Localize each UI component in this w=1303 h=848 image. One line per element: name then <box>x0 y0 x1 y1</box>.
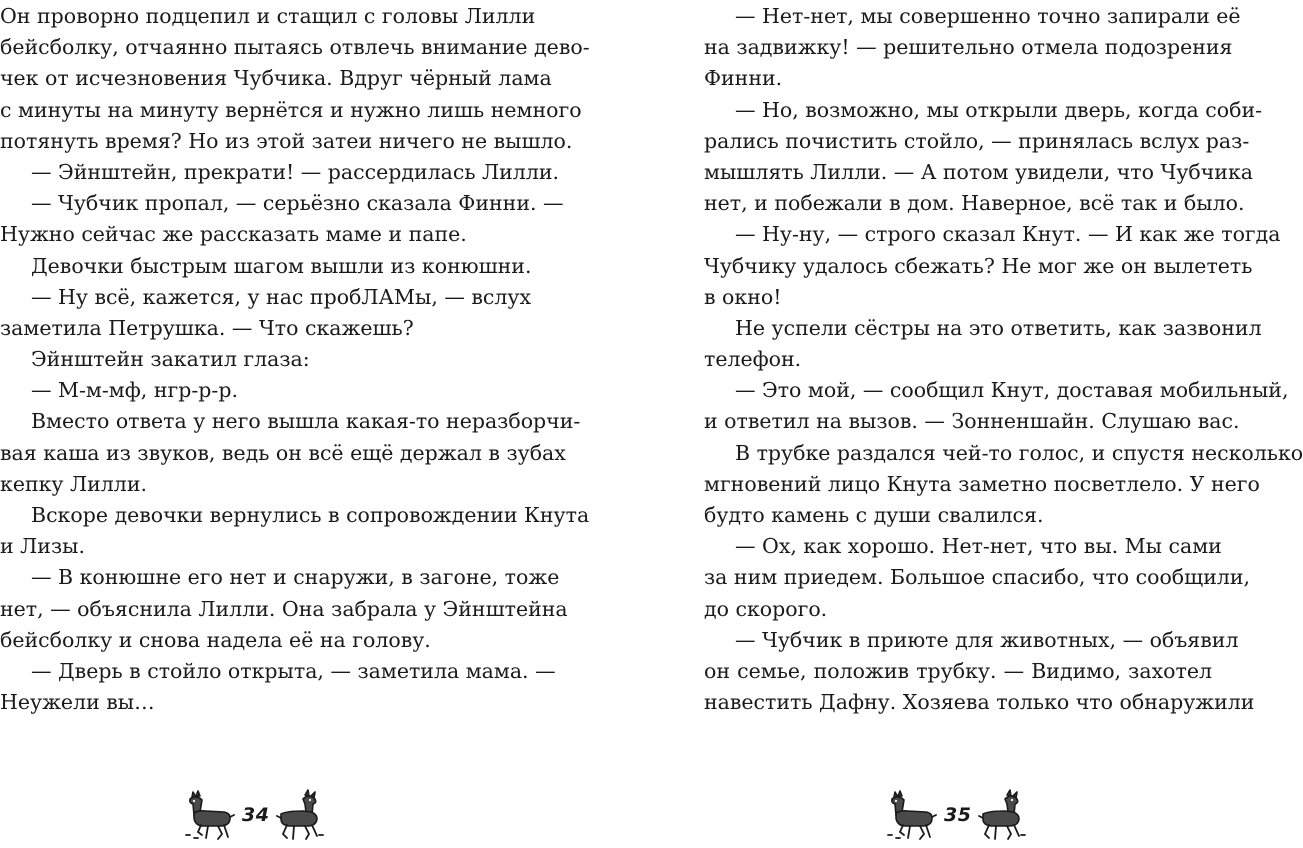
text-line: до скорого. <box>704 596 828 621</box>
text-line: Нужно сейчас же рассказать маме и папе. <box>0 222 467 247</box>
text-line: — Нет-нет, мы совершенно точно запирали её <box>735 4 1241 28</box>
text-line: телефон. <box>704 347 802 372</box>
text-line: рались почистить стойло, — принялась вслух раз- <box>704 128 1250 153</box>
text-line: бейсболку, отчаянно пытаясь отвлечь внимание дево- <box>0 35 590 60</box>
text-line: — Но, возможно, мы открыли дверь, когда соби- <box>735 97 1263 122</box>
text-line: Чубчику удалось сбежать? Не мог же он вылететь <box>704 253 1253 278</box>
left-page <box>0 0 590 848</box>
text-line: Эйнштейн закатил глаза: <box>31 347 310 372</box>
text-line: — Чубчик в приюте для животных, — объявил <box>735 627 1239 652</box>
text-line: — Ох, как хорошо. Нет-нет, что вы. Мы сами <box>735 534 1222 559</box>
text-line: мышлять Лилли. — А потом увидели, что Чубчика <box>704 159 1254 184</box>
text-line: — М-м-мф, нгр-р-р. <box>31 378 238 403</box>
right-page-text <box>704 1 1303 718</box>
text-line: и ответил на вызов. — Зонненшайн. Слушаю вас. <box>704 409 1240 434</box>
text-line: в окно! <box>704 284 782 309</box>
dancing-llama-icon <box>184 788 236 842</box>
text-line: Девочки быстрым шагом вышли из конюшни. <box>31 253 532 278</box>
text-line: чек от исчезновения Чубчика. Вдруг чёрный лама <box>0 66 552 91</box>
page-number: 34 <box>242 804 270 826</box>
text-line: он семье, положив трубку. — Видимо, захотел <box>704 658 1212 683</box>
text-line: за ним приедем. Большое спасибо, что сообщили, <box>704 565 1251 590</box>
text-line: — Эйнштейн, прекрати! — рассердилась Лилли. <box>31 159 560 184</box>
text-line: В трубке раздался чей-то голос, и спустя несколько <box>735 440 1303 465</box>
dancing-llama-icon <box>886 788 938 842</box>
text-line: — Ну-ну, — строго сказал Кнут. — И как же тогда <box>735 222 1281 247</box>
text-line: вая каша из звуков, ведь он всё ещё держал в зубах <box>0 440 566 465</box>
text-line: навестить Дафну. Хозяева только что обнаружили <box>704 690 1255 715</box>
left-page-folio <box>184 786 327 842</box>
text-line: нет, — объяснила Лилли. Она забрала у Эйнштейна <box>0 596 568 621</box>
text-line: — Ну всё, кажется, у нас пробЛАМы, — вслух <box>31 284 532 309</box>
right-page-folio <box>886 786 1029 842</box>
text-line: потянуть время? Но из этой затеи ничего не вышло. <box>0 128 573 153</box>
text-line: кепку Лилли. <box>0 471 147 496</box>
right-page <box>704 0 1303 848</box>
text-line: мгновений лицо Кнута заметно посветлело. У него <box>704 471 1260 496</box>
text-line: — Дверь в стойло открыта, — заметила мама. — <box>31 658 556 683</box>
text-line: Не успели сёстры на это ответить, как зазвонил <box>735 315 1262 340</box>
text-line: Вскоре девочки вернулись в сопровождении Кнута <box>31 503 590 527</box>
page-number: 35 <box>944 804 972 826</box>
text-line: и Лизы. <box>0 534 85 559</box>
text-line: нет, и побежали в дом. Наверное, всё так и было. <box>704 191 1245 216</box>
text-line: будто камень с души свалился. <box>704 503 1044 527</box>
text-line: Финни. <box>704 66 783 91</box>
text-line: заметила Петрушка. — Что скажешь? <box>0 315 414 340</box>
text-line: бейсболку и снова надела её на голову. <box>0 627 431 652</box>
text-line: — В конюшне его нет и снаружи, в загоне, тоже <box>31 565 560 590</box>
text-line: на задвижку! — решительно отмела подозрения <box>704 35 1233 60</box>
left-page-text <box>0 1 590 718</box>
text-line: с минуты на минуту вернётся и нужно лишь немного <box>0 97 582 122</box>
text-line: Неужели вы… <box>0 690 155 715</box>
text-line: Он проворно подцепил и стащил с головы Лилли <box>0 4 536 28</box>
text-line: — Это мой, — сообщил Кнут, доставая мобильный, <box>735 378 1289 403</box>
text-line: Вместо ответа у него вышла какая-то неразборчи- <box>31 409 581 434</box>
dancing-llama-icon <box>977 788 1029 842</box>
dancing-llama-icon <box>275 788 327 842</box>
text-line: — Чубчик пропал, — серьёзно сказала Финни. — <box>31 191 564 216</box>
